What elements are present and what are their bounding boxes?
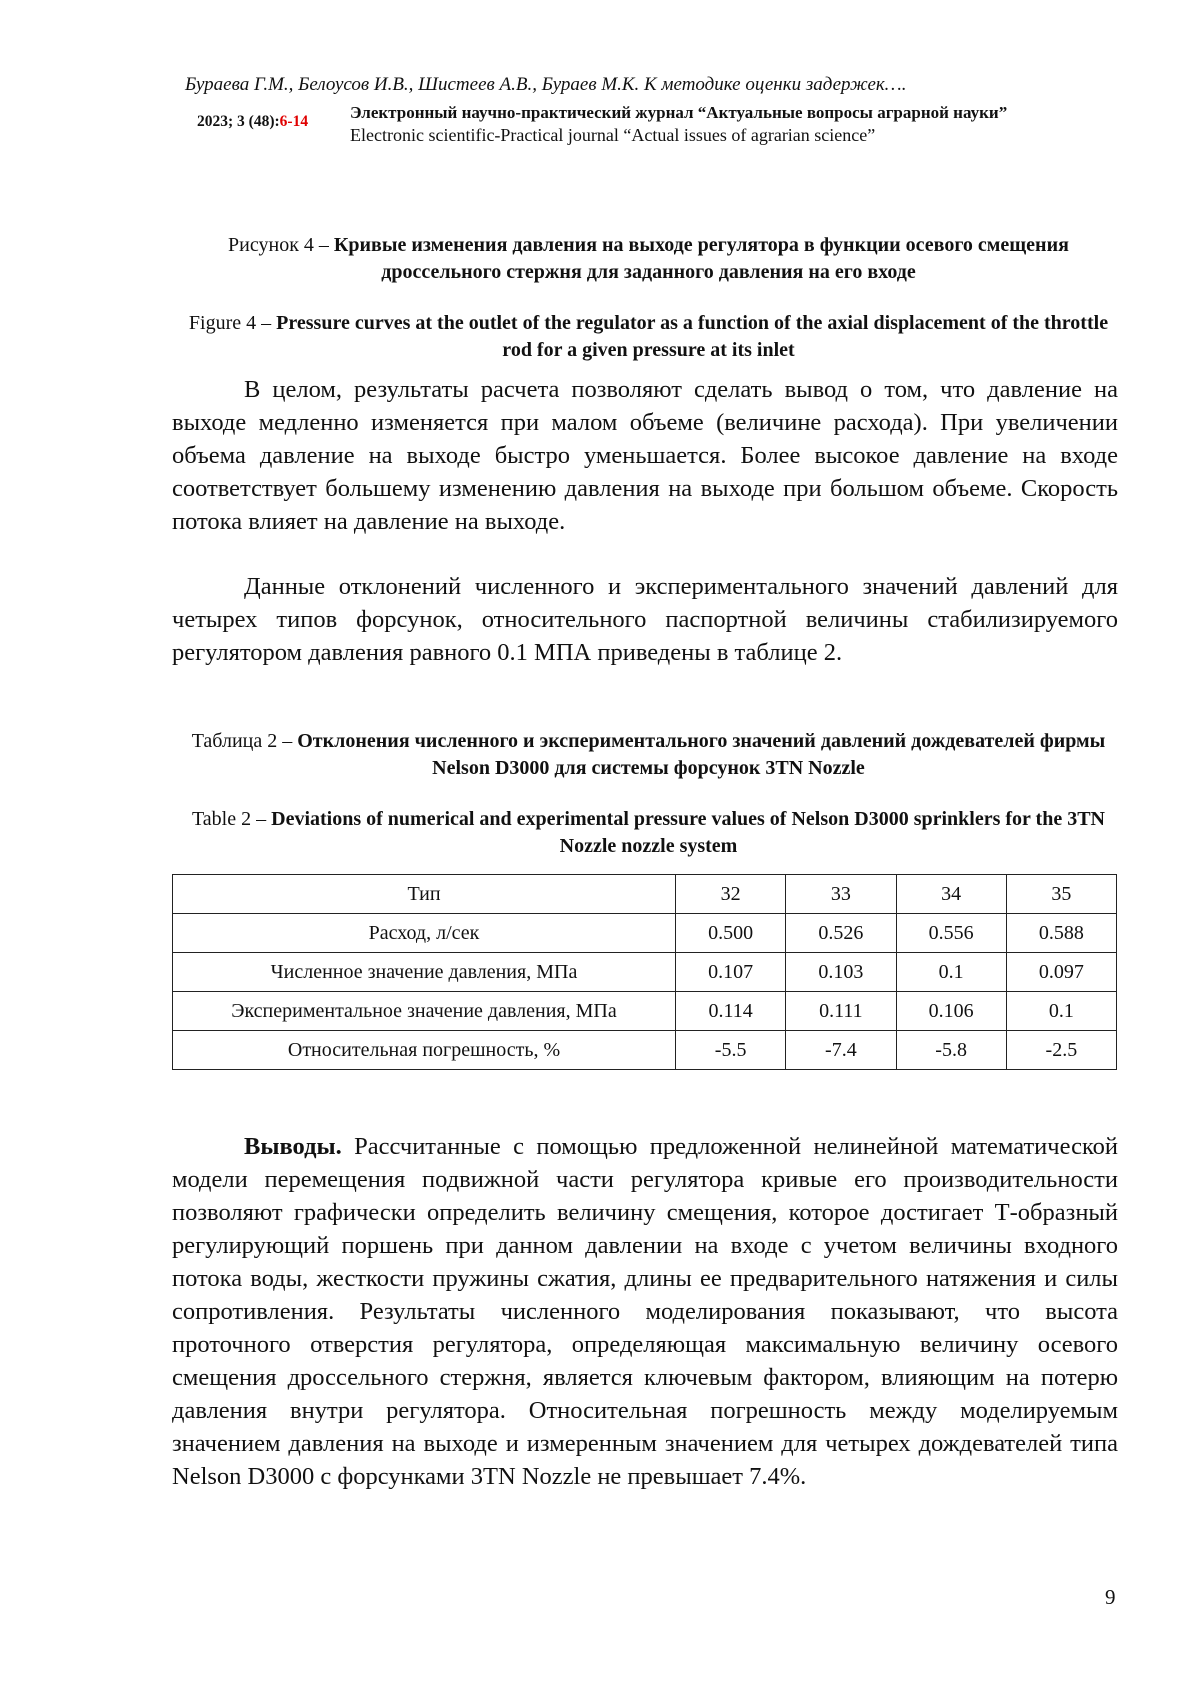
year-issue: 2023; 3 (48):	[197, 113, 280, 130]
page-number: 9	[1105, 1585, 1116, 1609]
table-cell: 0.111	[786, 992, 896, 1031]
table-cell: 0.1	[1006, 992, 1116, 1031]
row-label: Экспериментальное значение давления, МПа	[173, 992, 676, 1031]
table-cell: -7.4	[786, 1031, 896, 1070]
table-cell: 0.097	[1006, 953, 1116, 992]
table-row	[173, 1031, 1117, 1070]
results-table	[172, 874, 1117, 1070]
table-cell: 0.500	[676, 914, 786, 953]
table-cell: 0.526	[786, 914, 896, 953]
table-cell: 34	[896, 875, 1006, 914]
figure-label-ru: Рисунок 4 –	[228, 234, 329, 256]
running-header-authors: Бураева Г.М., Белоусов И.В., Шистеев А.В., Бураев М.К. К методике оценки задержек….	[185, 74, 907, 95]
table-cell: 0.106	[896, 992, 1006, 1031]
page-range: 6-14	[279, 113, 309, 130]
table-row	[173, 992, 1117, 1031]
table-label-en: Table 2 –	[191, 808, 267, 830]
table-caption-en	[172, 806, 1125, 860]
body-paragraph: Данные отклонений численного и экспериментального значений давлений для четырех типов форсунок, относительного паспортной величины стабилизируемого регулятором давления равного 0.1 МПА приведены в таблице 2.	[172, 573, 1118, 666]
figure-title-en: Pressure curves at the outlet of the regulator as a function of the axial displacement of the throttle rod for a given pressure at its inlet	[276, 312, 1109, 361]
table-cell: 35	[1006, 875, 1116, 914]
issue-info	[197, 113, 308, 131]
row-label: Относительная погрешность, %	[173, 1031, 676, 1070]
table-cell: 32	[676, 875, 786, 914]
figure-label-en: Figure 4 –	[188, 312, 272, 334]
table-cell: -2.5	[1006, 1031, 1116, 1070]
figure-caption-en	[172, 310, 1125, 364]
journal-title-ru: Электронный научно-практический журнал “Актуальные вопросы аграрной науки”	[350, 103, 1008, 122]
row-label: Расход, л/сек	[173, 914, 676, 953]
table-row	[173, 875, 1117, 914]
row-label: Тип	[173, 875, 676, 914]
table-title-ru: Отклонения численного и экспериментального значений давлений дождевателей фирмы Nelson D3000 для системы форсунок 3TN Nozzle	[297, 730, 1106, 779]
table-cell: -5.8	[896, 1031, 1006, 1070]
table-cell: 0.103	[786, 953, 896, 992]
table-row	[173, 953, 1117, 992]
journal-title-en: Electronic scientific-Practical journal “Actual issues of agrarian science”	[350, 125, 876, 145]
conclusion-text: Рассчитанные с помощью предложенной нелинейной математической модели перемещения подвижной части регулятора кривые его производительности позволяют графически определить величину смещения, которое достигает Т-образный регулирующий поршень при данном давлении на входе с учетом величины входного потока воды, жесткости пружины сжатия, длины ее предварительного натяжения и силы сопротивления. Результаты численного моделирования показывают, что высота проточного отверстия регулятора, определяющая максимальную величину осевого смещения дроссельного стержня, является ключевым фактором, влияющим на потерю давления внутри регулятора. Относительная погрешность между моделируемым значением давления на выходе и измеренным значением для четырех дождевателей типа Nelson D3000 с форсунками 3TN Nozzle не превышает 7.4%.	[172, 1133, 1118, 1490]
body-paragraph: В целом, результаты расчета позволяют сделать вывод о том, что давление на выходе медленно изменяется при малом объеме (величине расхода). При увеличении объема давление на выходе быстро уменьшается. Более высокое давление на входе соответствует большему изменению давления на выходе при большом объеме. Скорость потока влияет на давление на выходе.	[172, 376, 1118, 535]
table-cell: 0.1	[896, 953, 1006, 992]
figure-title-ru: Кривые изменения давления на выходе регулятора в функции осевого смещения дроссельного стержня для заданного давления на его входе	[333, 234, 1069, 283]
table-title-en: Deviations of numerical and experimental pressure values of Nelson D3000 sprinklers for the 3TN Nozzle nozzle system	[271, 808, 1105, 857]
row-label: Численное значение давления, МПа	[173, 953, 676, 992]
table-cell: 0.556	[896, 914, 1006, 953]
conclusion-paragraph	[172, 1130, 1118, 1493]
conclusion-label: Выводы.	[244, 1133, 342, 1160]
table-label-ru: Таблица 2 –	[191, 730, 293, 752]
table-cell: 0.107	[676, 953, 786, 992]
table-caption-ru	[172, 728, 1125, 782]
figure-caption-ru	[172, 232, 1125, 286]
table-row	[173, 914, 1117, 953]
table-cell: 33	[786, 875, 896, 914]
table-cell: 0.588	[1006, 914, 1116, 953]
table-cell: 0.114	[676, 992, 786, 1031]
table-cell: -5.5	[676, 1031, 786, 1070]
